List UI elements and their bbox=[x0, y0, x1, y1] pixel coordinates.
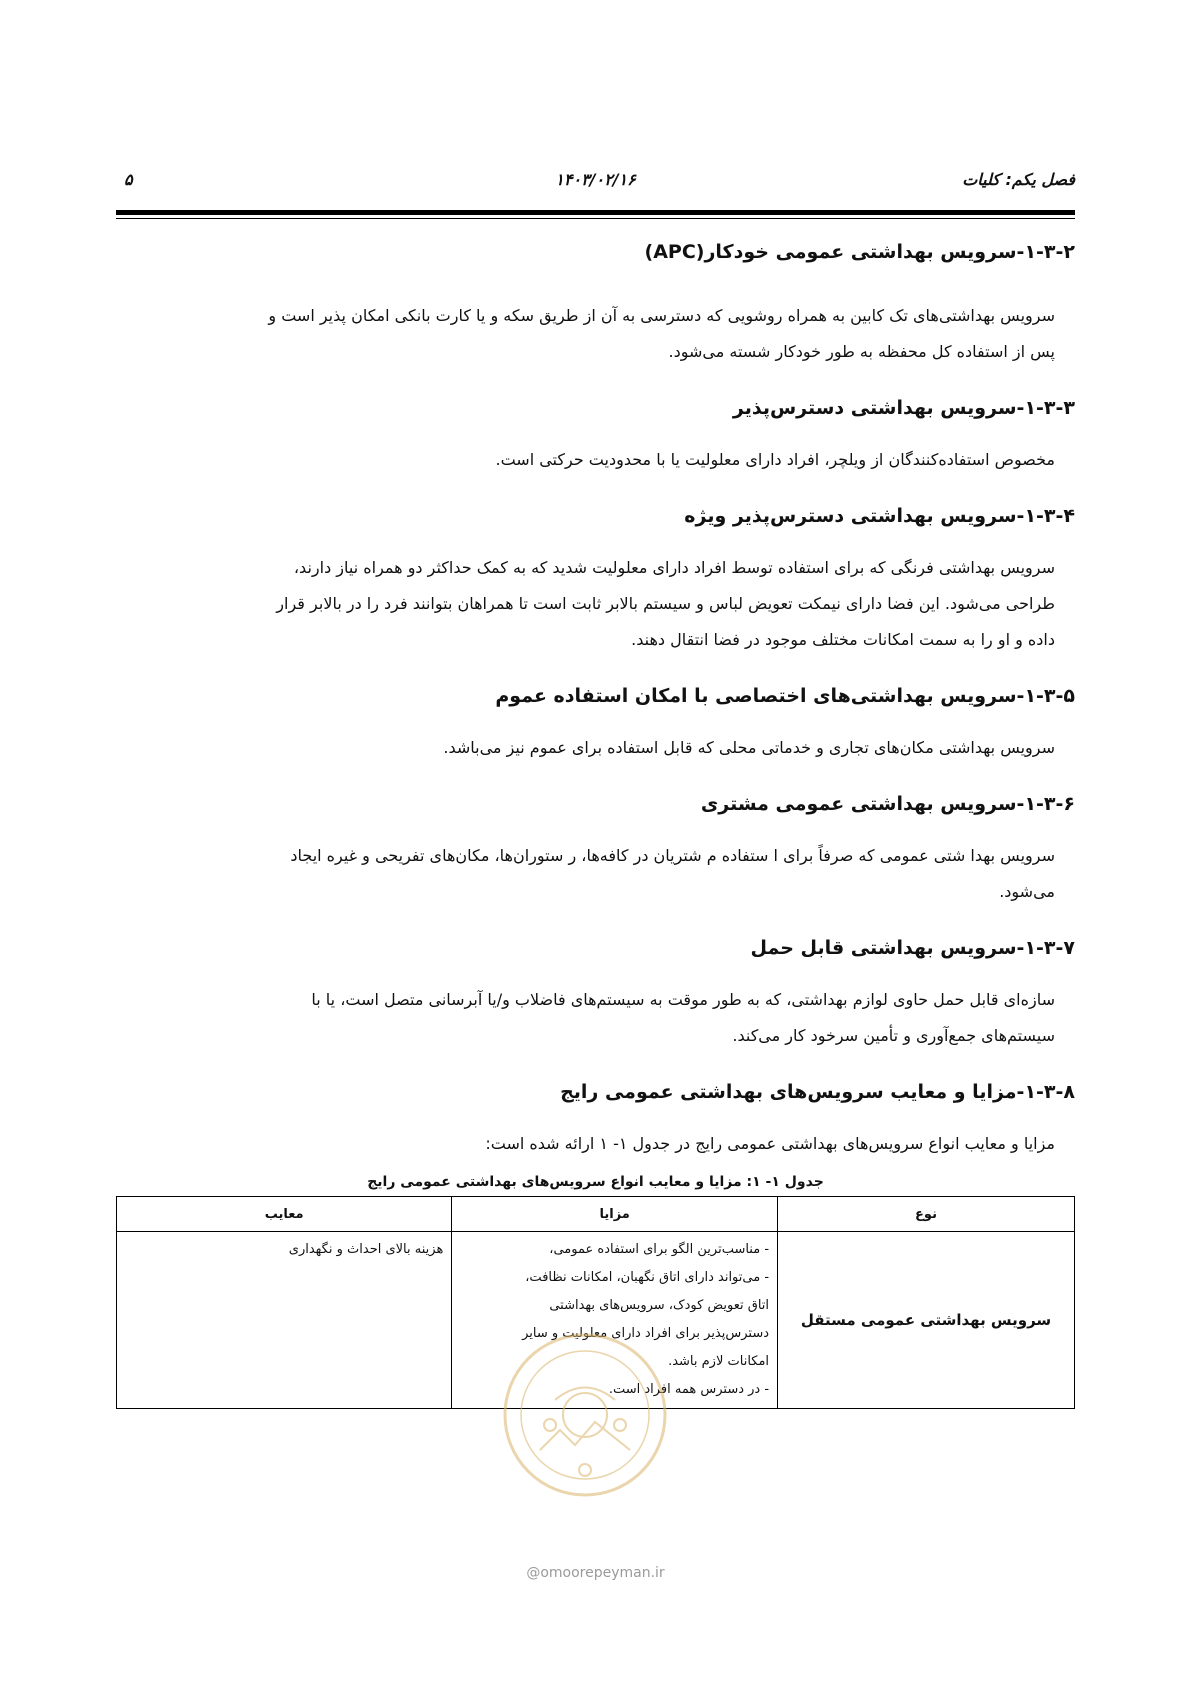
watermark-seal-icon bbox=[500, 1330, 670, 1500]
section-paragraph bbox=[116, 550, 1075, 658]
header-rule bbox=[116, 210, 1075, 215]
paragraph-line: سازه‌ای قابل حمل حاوی لوازم بهداشتی، که به طور موقت به سیستم‌های فاضلاب و/یا آبرسانی متصل است، یا با bbox=[311, 990, 1055, 1009]
section-heading: ۱-۳-۷-سرویس بهداشتی قابل حمل bbox=[750, 937, 1075, 959]
paragraph-line: سرویس بهداشتی مکان‌های تجاری و خدماتی محلی که قابل استفاده برای عموم نیز می‌باشد. bbox=[443, 738, 1055, 757]
header-rule-thin bbox=[116, 218, 1075, 219]
section-paragraph bbox=[116, 838, 1075, 910]
paragraph-line: طراحی می‌شود. این فضا دارای نیمکت تعویض لباس و سیستم بالابر ثابت است تا همراهان بتوانند فرد را در بالابر قرار bbox=[276, 594, 1055, 613]
paragraph-line: می‌شود. bbox=[999, 882, 1055, 901]
advantage-line: - مناسب‌ترین الگو برای استفاده عمومی، bbox=[549, 1242, 770, 1257]
section-heading: ۱-۳-۳-سرویس بهداشتی دسترس‌پذیر bbox=[732, 397, 1075, 419]
section-heading: ۱-۳-۸-مزایا و معایب سرویس‌های بهداشتی عمومی رایج bbox=[560, 1081, 1075, 1103]
paragraph-line: مزایا و معایب انواع سرویس‌های بهداشتی عمومی رایج در جدول ۱- ۱ ارائه شده است: bbox=[485, 1134, 1055, 1153]
section-paragraph bbox=[116, 730, 1075, 766]
watermark-url: @omoorepeyman.ir bbox=[526, 1565, 665, 1581]
section-paragraph bbox=[116, 1126, 1075, 1162]
paragraph-line: مخصوص استفاده‌کنندگان از ویلچر، افراد دارای معلولیت یا با محدودیت حرکتی است. bbox=[495, 450, 1055, 469]
cell-type: سرویس بهداشتی عمومی مستقل bbox=[778, 1232, 1075, 1409]
section-paragraph bbox=[116, 982, 1075, 1054]
paragraph-line: سرویس بهداشتی‌های تک کابین به همراه روشویی که دسترسی به آن از طریق سکه و یا کارت بانکی امکان پذیر است و bbox=[268, 306, 1055, 325]
column-header-advantages: مزایا bbox=[452, 1197, 778, 1232]
advantage-line: امکانات لازم باشد. bbox=[668, 1354, 770, 1369]
section-heading: ۱-۳-۶-سرویس بهداشتی عمومی مشتری bbox=[700, 793, 1075, 815]
advantage-line: دسترس‌پذیر برای افراد دارای معلولیت و سایر bbox=[522, 1326, 770, 1341]
page-number: ۵ bbox=[124, 170, 133, 189]
table-caption: جدول ۱- ۱: مزایا و معایب انواع سرویس‌های بهداشتی عمومی رایج bbox=[367, 1174, 824, 1190]
column-header-disadvantages: معایب bbox=[117, 1197, 452, 1232]
section-heading: ۱-۳-۵-سرویس بهداشتی‌های اختصاصی با امکان استفاده عموم bbox=[495, 685, 1075, 707]
section-heading: ۱-۳-۲-سرویس بهداشتی عمومی خودکار(APC) bbox=[644, 241, 1075, 263]
paragraph-line: پس از استفاده کل محفظه به طور خودکار شسته می‌شود. bbox=[668, 342, 1055, 361]
section-paragraph bbox=[116, 442, 1075, 478]
column-header-type: نوع bbox=[778, 1197, 1075, 1232]
paragraph-line: سیستم‌های جمع‌آوری و تأمین سرخود کار می‌کند. bbox=[732, 1026, 1055, 1045]
paragraph-line: داده و او را به سمت امکانات مختلف موجود در فضا انتقال دهند. bbox=[631, 630, 1055, 649]
advantage-line: اتاق تعویض کودک، سرویس‌های بهداشتی bbox=[549, 1298, 770, 1313]
cell-disadvantages bbox=[117, 1232, 452, 1409]
table-header-row bbox=[117, 1197, 1075, 1232]
section-paragraph bbox=[116, 298, 1075, 370]
paragraph-line: سرویس بهدا شتی عمومی که صرفاً برای ا ستفاده م شتریان در کافه‌ها، ر ستوران‌ها، مکان‌های تفریحی و غیره ایجاد bbox=[290, 846, 1055, 865]
running-header bbox=[116, 170, 1075, 192]
advantage-line: - در دسترس همه افراد است. bbox=[608, 1382, 770, 1397]
section-heading: ۱-۳-۴-سرویس بهداشتی دسترس‌پذیر ویژه bbox=[684, 505, 1075, 527]
advantage-line: - می‌تواند دارای اتاق نگهبان، امکانات نظافت، bbox=[525, 1270, 770, 1285]
paragraph-line: سرویس بهداشتی فرنگی که برای استفاده توسط افراد دارای معلولیت شدید که به کمک حداکثر دو همراه نیاز دارند، bbox=[293, 558, 1055, 577]
header-date: ۱۴۰۳/۰۲/۱۶ bbox=[555, 170, 636, 189]
page-body bbox=[116, 234, 1075, 1409]
disadvantage-line: هزینه بالای احداث و نگهداری bbox=[288, 1242, 444, 1257]
chapter-title: فصل یکم: کلیات bbox=[962, 170, 1075, 189]
